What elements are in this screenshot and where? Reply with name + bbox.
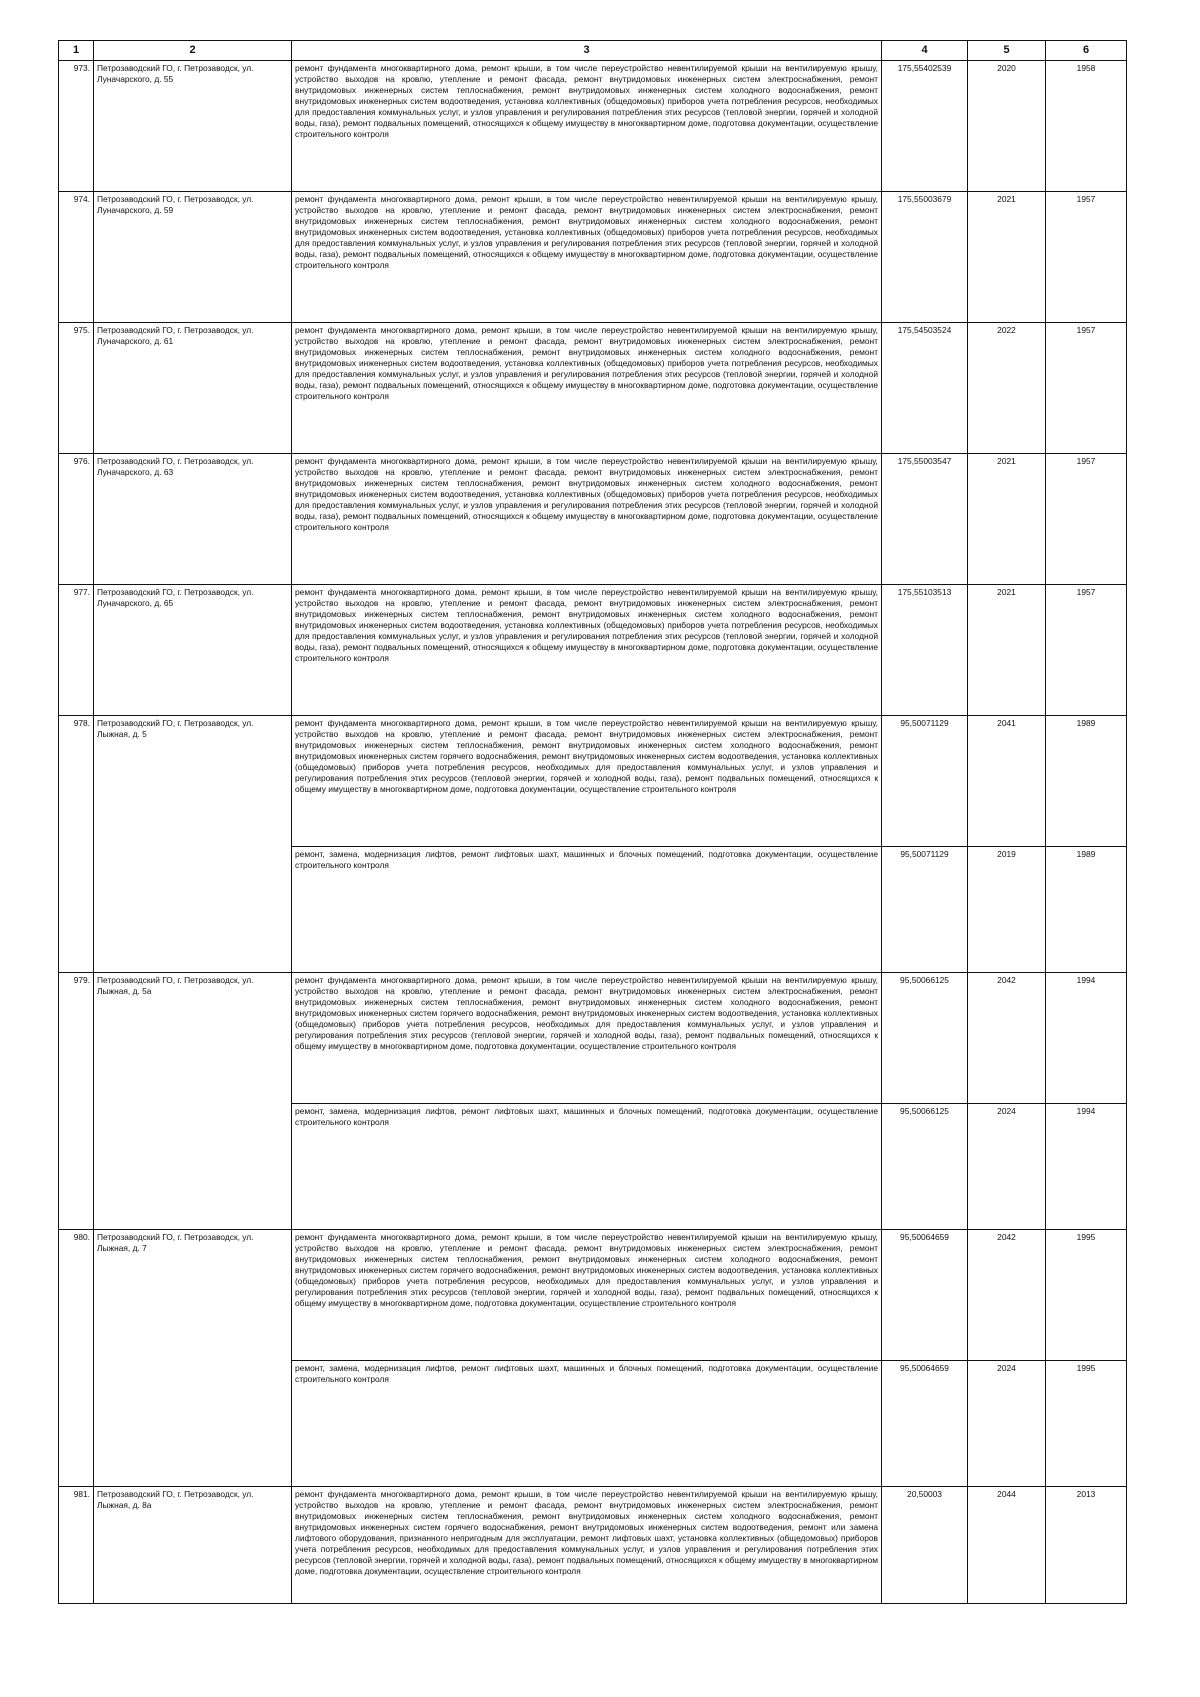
cost-cell: 175,54503524 — [882, 323, 968, 454]
row-number: 976. — [59, 454, 94, 585]
built-year-cell: 1957 — [1046, 192, 1127, 323]
built-year-cell: 1989 — [1046, 716, 1127, 847]
row-number: 981. — [59, 1487, 94, 1604]
plan-year-cell: 2024 — [968, 1361, 1046, 1487]
row-number: 975. — [59, 323, 94, 454]
row-number: 974. — [59, 192, 94, 323]
cost-cell: 95,50064659 — [882, 1230, 968, 1361]
table-row — [59, 716, 1127, 847]
built-year-cell: 1957 — [1046, 585, 1127, 716]
table-row — [59, 1487, 1127, 1604]
work-description: ремонт фундамента многоквартирного дома, ремонт крыши, в том числе переустройство невентилируемой крыши на вентилируемую крышу, устройство выходов на кровлю, утепление и ремонт фасада, ремонт внутридомовых инженерных систем электроснабжения, ремонт внутридомовых инженерных систем теплоснабжения, ремонт внутридомовых инженерных систем холодного водоснабжения, ремонт внутридомовых инженерных систем водоотведения, установка коллективных (общедомовых) приборов учета потребления ресурсов, необходимых для предоставления коммунальных услуг, и узлов управления и регулирования потребления этих ресурсов (тепловой энергии, горячей и холодной воды, газа), ремонт подвальных помещений, относящихся к общему имуществу в многоквартирном доме, подготовка документации, осуществление строительного контроля — [292, 454, 882, 585]
header-col-5: 5 — [968, 41, 1046, 61]
plan-year-cell: 2021 — [968, 192, 1046, 323]
header-col-2: 2 — [94, 41, 292, 61]
work-description: ремонт фундамента многоквартирного дома, ремонт крыши, в том числе переустройство невентилируемой крыши на вентилируемую крышу, устройство выходов на кровлю, утепление и ремонт фасада, ремонт внутридомовых инженерных систем электроснабжения, ремонт внутридомовых инженерных систем теплоснабжения, ремонт внутридомовых инженерных систем холодного водоснабжения, ремонт внутридомовых инженерных систем водоотведения, установка коллективных (общедомовых) приборов учета потребления ресурсов, необходимых для предоставления коммунальных услуг, и узлов управления и регулирования потребления этих ресурсов (тепловой энергии, горячей и холодной воды, газа), ремонт подвальных помещений, относящихся к общему имуществу в многоквартирном доме, подготовка документации, осуществление строительного контроля — [292, 192, 882, 323]
cost-cell: 95,50071129 — [882, 716, 968, 847]
plan-year-cell: 2021 — [968, 454, 1046, 585]
table-header — [59, 41, 1127, 61]
cost-cell: 95,50064659 — [882, 1361, 968, 1487]
built-year-cell: 1995 — [1046, 1230, 1127, 1361]
header-col-1: 1 — [59, 41, 94, 61]
work-description: ремонт, замена, модернизация лифтов, ремонт лифтовых шахт, машинных и блочных помещений, подготовка документации, осуществление строительного контроля — [292, 847, 882, 973]
address-cell: Петрозаводский ГО, г. Петрозаводск, ул. Луначарского, д. 55 — [94, 61, 292, 192]
header-col-3: 3 — [292, 41, 882, 61]
table-row — [59, 585, 1127, 716]
plan-year-cell: 2021 — [968, 585, 1046, 716]
table-row — [59, 454, 1127, 585]
cost-cell: 95,50066125 — [882, 1104, 968, 1230]
built-year-cell: 1994 — [1046, 1104, 1127, 1230]
built-year-cell: 1958 — [1046, 61, 1127, 192]
address-cell: Петрозаводский ГО, г. Петрозаводск, ул. Лыжная, д. 5а — [94, 973, 292, 1230]
built-year-cell: 1989 — [1046, 847, 1127, 973]
plan-year-cell: 2042 — [968, 973, 1046, 1104]
work-description: ремонт фундамента многоквартирного дома, ремонт крыши, в том числе переустройство невентилируемой крыши на вентилируемую крышу, устройство выходов на кровлю, утепление и ремонт фасада, ремонт внутридомовых инженерных систем электроснабжения, ремонт внутридомовых инженерных систем теплоснабжения, ремонт внутридомовых инженерных систем холодного водоснабжения, ремонт внутридомовых инженерных систем горячего водоснабжения, ремонт внутридомовых инженерных систем водоотведения, ремонт или замена лифтового оборудования, признанного непригодным для эксплуатации, ремонт лифтовых шахт, установка коллективных (общедомовых) приборов учета потребления ресурсов, необходимых для предоставления коммунальных услуг, и узлов управления и регулирования потребления этих ресурсов (тепловой энергии, горячей и холодной воды, газа), ремонт подвальных помещений, относящихся к общему имуществу в многоквартирном доме, подготовка документации, осуществление строительного контроля — [292, 1487, 882, 1604]
cost-cell: 95,50071129 — [882, 847, 968, 973]
table-row — [59, 1230, 1127, 1361]
address-cell: Петрозаводский ГО, г. Петрозаводск, ул. Лыжная, д. 7 — [94, 1230, 292, 1487]
work-description: ремонт фундамента многоквартирного дома, ремонт крыши, в том числе переустройство невентилируемой крыши на вентилируемую крышу, устройство выходов на кровлю, утепление и ремонт фасада, ремонт внутридомовых инженерных систем электроснабжения, ремонт внутридомовых инженерных систем теплоснабжения, ремонт внутридомовых инженерных систем холодного водоснабжения, ремонт внутридомовых инженерных систем водоотведения, установка коллективных (общедомовых) приборов учета потребления ресурсов, необходимых для предоставления коммунальных услуг, и узлов управления и регулирования потребления этих ресурсов (тепловой энергии, горячей и холодной воды, газа), ремонт подвальных помещений, относящихся к общему имуществу в многоквартирном доме, подготовка документации, осуществление строительного контроля — [292, 585, 882, 716]
plan-year-cell: 2022 — [968, 323, 1046, 454]
plan-year-cell: 2041 — [968, 716, 1046, 847]
plan-year-cell: 2019 — [968, 847, 1046, 973]
table-row — [59, 192, 1127, 323]
repair-program-table — [58, 40, 1127, 1604]
work-description: ремонт, замена, модернизация лифтов, ремонт лифтовых шахт, машинных и блочных помещений, подготовка документации, осуществление строительного контроля — [292, 1104, 882, 1230]
plan-year-cell: 2042 — [968, 1230, 1046, 1361]
plan-year-cell: 2020 — [968, 61, 1046, 192]
plan-year-cell: 2044 — [968, 1487, 1046, 1604]
address-cell: Петрозаводский ГО, г. Петрозаводск, ул. Луначарского, д. 65 — [94, 585, 292, 716]
cost-cell: 95,50066125 — [882, 973, 968, 1104]
row-number: 980. — [59, 1230, 94, 1487]
work-description: ремонт фундамента многоквартирного дома, ремонт крыши, в том числе переустройство невентилируемой крыши на вентилируемую крышу, устройство выходов на кровлю, утепление и ремонт фасада, ремонт внутридомовых инженерных систем электроснабжения, ремонт внутридомовых инженерных систем теплоснабжения, ремонт внутридомовых инженерных систем холодного водоснабжения, ремонт внутридомовых инженерных систем горячего водоснабжения, ремонт внутридомовых инженерных систем водоотведения, установка коллективных (общедомовых) приборов учета потребления ресурсов, необходимых для предоставления коммунальных услуг, и узлов управления и регулирования потребления этих ресурсов (тепловой энергии, горячей и холодной воды, газа), ремонт подвальных помещений, относящихся к общему имуществу в многоквартирном доме, подготовка документации, осуществление строительного контроля — [292, 1230, 882, 1361]
built-year-cell: 1995 — [1046, 1361, 1127, 1487]
cost-cell: 175,55003547 — [882, 454, 968, 585]
built-year-cell: 1957 — [1046, 323, 1127, 454]
row-number: 979. — [59, 973, 94, 1230]
table-row — [59, 323, 1127, 454]
cost-cell: 175,55402539 — [882, 61, 968, 192]
cost-cell: 175,55003679 — [882, 192, 968, 323]
address-cell: Петрозаводский ГО, г. Петрозаводск, ул. Луначарского, д. 59 — [94, 192, 292, 323]
table-row — [59, 61, 1127, 192]
row-number: 973. — [59, 61, 94, 192]
table-row — [59, 973, 1127, 1104]
built-year-cell: 1957 — [1046, 454, 1127, 585]
work-description: ремонт, замена, модернизация лифтов, ремонт лифтовых шахт, машинных и блочных помещений, подготовка документации, осуществление строительного контроля — [292, 1361, 882, 1487]
cost-cell: 20,50003 — [882, 1487, 968, 1604]
row-number: 978. — [59, 716, 94, 973]
cost-cell: 175,55103513 — [882, 585, 968, 716]
built-year-cell: 1994 — [1046, 973, 1127, 1104]
address-cell: Петрозаводский ГО, г. Петрозаводск, ул. Луначарского, д. 61 — [94, 323, 292, 454]
address-cell: Петрозаводский ГО, г. Петрозаводск, ул. Луначарского, д. 63 — [94, 454, 292, 585]
header-col-4: 4 — [882, 41, 968, 61]
work-description: ремонт фундамента многоквартирного дома, ремонт крыши, в том числе переустройство невентилируемой крыши на вентилируемую крышу, устройство выходов на кровлю, утепление и ремонт фасада, ремонт внутридомовых инженерных систем электроснабжения, ремонт внутридомовых инженерных систем теплоснабжения, ремонт внутридомовых инженерных систем холодного водоснабжения, ремонт внутридомовых инженерных систем горячего водоснабжения, ремонт внутридомовых инженерных систем водоотведения, установка коллективных (общедомовых) приборов учета потребления ресурсов, необходимых для предоставления коммунальных услуг, и узлов управления и регулирования потребления этих ресурсов (тепловой энергии, горячей и холодной воды, газа), ремонт подвальных помещений, относящихся к общему имуществу в многоквартирном доме, подготовка документации, осуществление строительного контроля — [292, 973, 882, 1104]
work-description: ремонт фундамента многоквартирного дома, ремонт крыши, в том числе переустройство невентилируемой крыши на вентилируемую крышу, устройство выходов на кровлю, утепление и ремонт фасада, ремонт внутридомовых инженерных систем электроснабжения, ремонт внутридомовых инженерных систем теплоснабжения, ремонт внутридомовых инженерных систем холодного водоснабжения, ремонт внутридомовых инженерных систем водоотведения, установка коллективных (общедомовых) приборов учета потребления ресурсов, необходимых для предоставления коммунальных услуг, и узлов управления и регулирования потребления этих ресурсов (тепловой энергии, горячей и холодной воды, газа), ремонт подвальных помещений, относящихся к общему имуществу в многоквартирном доме, подготовка документации, осуществление строительного контроля — [292, 61, 882, 192]
built-year-cell: 2013 — [1046, 1487, 1127, 1604]
row-number: 977. — [59, 585, 94, 716]
address-cell: Петрозаводский ГО, г. Петрозаводск, ул. Лыжная, д. 8а — [94, 1487, 292, 1604]
header-col-6: 6 — [1046, 41, 1127, 61]
work-description: ремонт фундамента многоквартирного дома, ремонт крыши, в том числе переустройство невентилируемой крыши на вентилируемую крышу, устройство выходов на кровлю, утепление и ремонт фасада, ремонт внутридомовых инженерных систем электроснабжения, ремонт внутридомовых инженерных систем теплоснабжения, ремонт внутридомовых инженерных систем холодного водоснабжения, ремонт внутридомовых инженерных систем горячего водоснабжения, ремонт внутридомовых инженерных систем водоотведения, установка коллективных (общедомовых) приборов учета потребления ресурсов, необходимых для предоставления коммунальных услуг, и узлов управления и регулирования потребления этих ресурсов (тепловой энергии, горячей и холодной воды, газа), ремонт подвальных помещений, относящихся к общему имуществу в многоквартирном доме, подготовка документации, осуществление строительного контроля — [292, 716, 882, 847]
table-body — [59, 61, 1127, 1604]
address-cell: Петрозаводский ГО, г. Петрозаводск, ул. Лыжная, д. 5 — [94, 716, 292, 973]
plan-year-cell: 2024 — [968, 1104, 1046, 1230]
work-description: ремонт фундамента многоквартирного дома, ремонт крыши, в том числе переустройство невентилируемой крыши на вентилируемую крышу, устройство выходов на кровлю, утепление и ремонт фасада, ремонт внутридомовых инженерных систем электроснабжения, ремонт внутридомовых инженерных систем теплоснабжения, ремонт внутридомовых инженерных систем холодного водоснабжения, ремонт внутридомовых инженерных систем водоотведения, установка коллективных (общедомовых) приборов учета потребления ресурсов, необходимых для предоставления коммунальных услуг, и узлов управления и регулирования потребления этих ресурсов (тепловой энергии, горячей и холодной воды, газа), ремонт подвальных помещений, относящихся к общему имуществу в многоквартирном доме, подготовка документации, осуществление строительного контроля — [292, 323, 882, 454]
